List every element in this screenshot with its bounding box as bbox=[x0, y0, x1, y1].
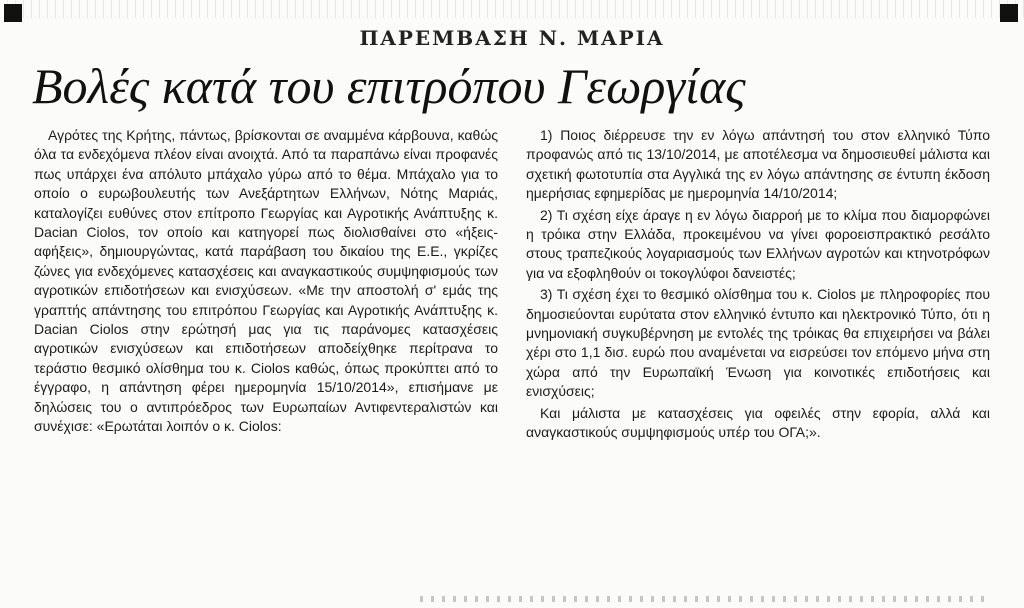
article-paragraph: 1) Ποιος διέρρευσε την εν λόγω απάντησή του στον ελληνικό Τύπο προφανώς από τις 13/10/2014, με αποτέλεσμα να δημοσιευθεί μάλιστα και σχετική φωτοτυπία στα Αγγλικά της εν λόγω απάντησης σε έντυπη έκδοση ημερήσιας εφημερίδας με ημερομηνία 14/10/2014; bbox=[526, 127, 990, 202]
article-paragraph: 2) Τι σχέση είχε άραγε η εν λόγω διαρροή με το κλίμα που διαμορφώνει η τρόικα στην Ελλάδα, προκειμένου να γίνει φοροεισπρακτικό ρεσάλτο στους τραπεζικούς λογαριασμούς των Ελλήνων αγροτών και κτηνοτρόφων για να εξοφληθούν οι τοκογλύφοι δανειστές; bbox=[526, 206, 990, 281]
article-paragraph: Και μάλιστα με κατασχέσεις για οφειλές στην εφορία, αλλά και αναγκαστικούς συμψηφισμούς υπέρ του ΟΓΑ;». bbox=[526, 404, 990, 441]
article-column-right bbox=[526, 126, 990, 443]
registration-mark bbox=[4, 4, 22, 22]
article-column-left bbox=[34, 126, 498, 437]
scan-edge-noise bbox=[0, 0, 1024, 18]
article-paragraph: Αγρότες της Κρήτης, πάντως, βρίσκονται σε αναμμένα κάρβουνα, καθώς όλα τα ενδεχόμενα πλέον είναι ανοιχτά. Από τα παραπάνω είναι προφανές πως υπάρχει ένα απόλυτο μπάχαλο γύρω από το θέμα. Μπάχαλο για το οποίο ο ευρωβουλευτής των Ανεξάρτητων Ελλήνων, Νότης Μαριάς, καταλογίζει ευθύνες στον επίτροπο Γεωργίας και Αγροτικής Ανάπτυξης κ. Dacian Ciolos, τον οποίο και κατηγορεί πως διολισθαίνει στο «ήξεις-αφήξεις», δημιουργώντας, κατά παράβαση του δικαίου της Ε.Ε., γκρίζες ζώνες για ενδεχόμενες κατασχέσεις και αναγκαστικούς συμψηφισμούς των αγροτικών επιδοτήσεων και ενισχύσεων. «Με την αποστολή σ' εμάς της γραπτής απάντησης του επιτρόπου Γεωργίας και Αγροτικής Ανάπτυξης κ. Dacian Ciolos στην ερώτησή μας για τις παράνομες κατασχέσεις αγροτικών ενισχύσεων και επιδοτήσεων αποδείχθηκε περίτρανα το τεράστιο θεσμικό ολίσθημα του κ. Ciolos καθώς, όπως προκύπτει από το έγγραφο, η απάντηση φέρει ημερομηνία 15/10/2014», επισήμανε με δηλώσεις του ο αντιπρόεδρος των Ευρωπαίων Αντιφεντεραλιστών και συνέχισε: «Ερωτάται λοιπόν ο κ. Ciolos: bbox=[34, 127, 498, 435]
article-paragraph: 3) Τι σχέση έχει το θεσμικό ολίσθημα του κ. Ciolos με πληροφορίες που δημοσιεύονται ευρύτατα στον ελληνικό έντυπο και ηλεκτρονικό Τύπο, ότι η μνημονιακή συγκυβέρνηση με εντολές της τρόικας θα επιχειρήσει να βάλει χέρι στο 1,1 δισ. ευρώ που αναμένεται να εισρεύσει τον επόμενο μήνα στη χώρα από την Ευρωπαϊκή Ένωση για κοινοτικές επιδοτήσεις και ενισχύσεις; bbox=[526, 286, 990, 400]
scan-footer-noise bbox=[420, 596, 984, 602]
article-kicker: ΠΑΡΕΜΒΑΣΗ Ν. ΜΑΡΙΑ bbox=[359, 26, 665, 50]
article-headline: Βολές κατά του επιτρόπου Γεωργίας bbox=[32, 58, 746, 114]
registration-mark bbox=[1000, 4, 1018, 22]
